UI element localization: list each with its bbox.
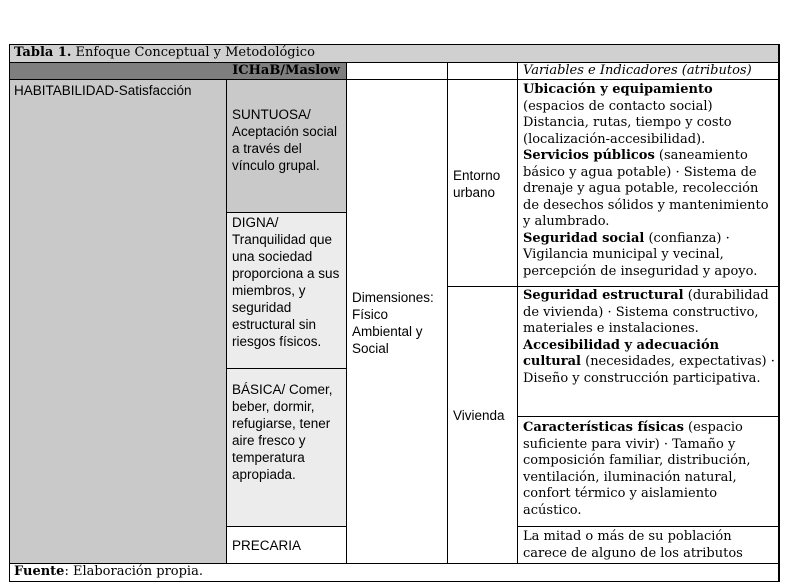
habitabilidad-cell [10,80,227,564]
ubicacion-text: (espacios de contacto social) Distancia, rutas, tiempo y costo (localización-accesibilidad). [523,98,732,147]
level-precaria [227,527,347,564]
ubicacion-title: Ubicación y equipamiento [523,82,713,97]
entorno-urbano-text: Entorno urbano [453,168,501,200]
level-digna-text: DIGNA/ Tranquilidad que una sociedad proporciona a sus miembros, y seguridad estructural sin riesgos físicos. [232,215,340,349]
servicios-block [523,148,775,231]
caption-text: Enfoque Conceptual y Metodológico [71,45,315,60]
servicios-text: (saneamiento básico y agua potable) · Sistema de drenaje y agua potable, recolección de desechos sólidos y mantenimiento y alumbrado. [523,148,769,229]
level-suntuosa [227,80,347,213]
header-ichab-label: ICHaB/Maslow [232,63,340,78]
servicios-title: Servicios públicos [523,148,655,163]
seguridad-estructural-text: (durabilidad de vivienda) · Sistema constructivo, materiales e instalaciones. [523,288,769,336]
seguridad-estructural-block [523,288,775,338]
ubicacion-block [523,82,775,148]
level-basica-text: BÁSICA/ Comer, beber, dormir, refugiarse, tener aire fresco y temperatura apropiada. [232,382,333,482]
vivienda-text: Vivienda [453,408,505,423]
table-caption [10,45,779,63]
seguridad-estructural-title: Seguridad estructural [523,288,684,303]
accesibilidad-title: Accesibilidad y adecuación cultural [523,337,720,369]
header-ichab [10,63,347,80]
entorno-indicators [518,80,779,287]
header-empty-1 [347,63,448,80]
header-empty-2 [448,63,518,80]
precaria-indicator [518,527,779,564]
header-variables-label: Variables e Indicadores (atributos) [523,63,752,78]
caracteristicas-title: Características físicas [523,420,684,435]
level-digna [227,213,347,369]
vivienda-indicators-1 [518,287,779,417]
dimensiones-cell [347,80,448,564]
mitad-text: La mitad o más de su población carece de alguno de los atributos [523,529,743,561]
level-basica [227,369,347,527]
entorno-urbano-cell [448,80,518,287]
habitabilidad-label: HABITABILIDAD-Satisfacción [14,83,192,98]
dimensiones-text: Dimensiones: Físico Ambiental y Social [352,290,434,356]
vivienda-cell [448,287,518,564]
vivienda-indicators-2 [518,417,779,527]
caption-label: Tabla 1. [14,45,72,60]
fuente-label: Fuente [14,564,65,579]
seguridad-social-title: Seguridad social [523,230,645,246]
accesibilidad-block [523,338,775,388]
level-suntuosa-text: SUNTUOSA/ Aceptación social a través del vínculo grupal. [232,107,338,173]
fuente-text: : Elaboración propia. [64,564,203,579]
level-precaria-text: PRECARIA [232,538,302,553]
table-frame [9,44,780,582]
caracteristicas-text: (espacio suficiente para vivir) · Tamaño y composición familiar, distribución, ventilación, iluminación natural, confort térmico y aislamiento acústico. [523,420,751,518]
seguridad-social-text: (confianza) · Vigilancia municipal y vecinal, percepción de inseguridad y apoyo. [523,230,758,279]
header-variables [518,63,779,80]
accesibilidad-text: (necesidades, expectativas) · Diseño y construcción participativa. [523,354,775,386]
seguridad-social-block [523,231,775,281]
fuente-row [10,564,779,581]
